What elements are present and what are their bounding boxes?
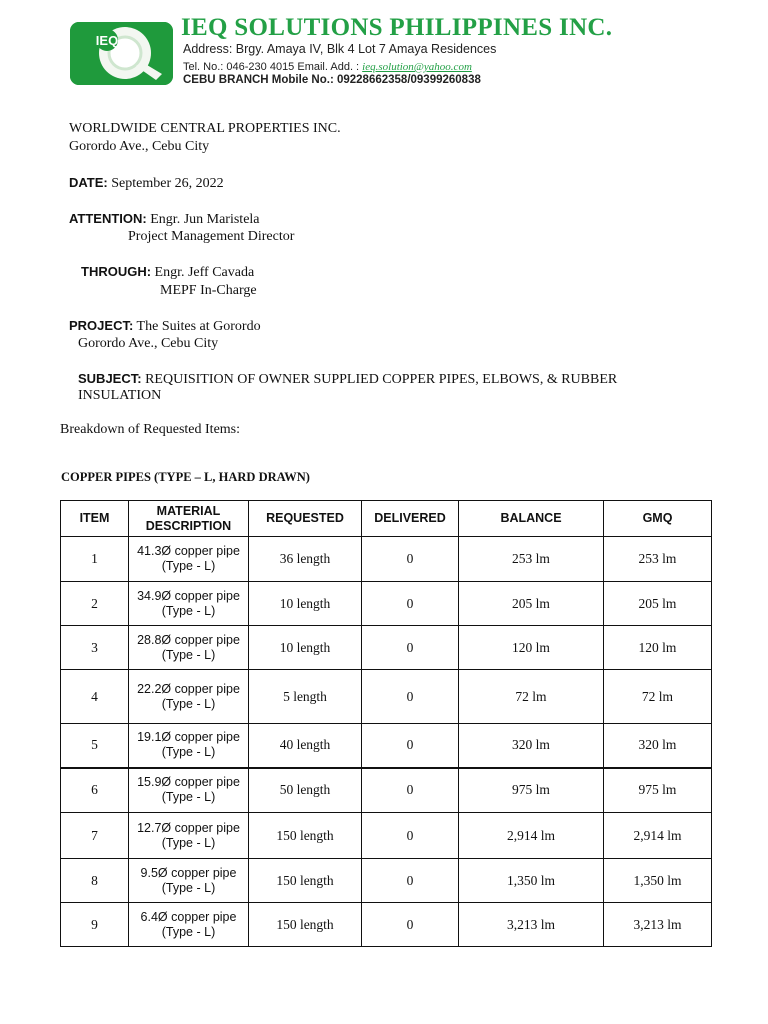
- project-line: [69, 318, 261, 335]
- header-description: MATERIAL DESCRIPTION: [129, 501, 249, 537]
- through-name: Engr. Jeff Cavada: [154, 265, 255, 280]
- cell-item: 5: [61, 724, 129, 768]
- requisition-table: [60, 500, 712, 947]
- cell-description: 15.9Ø copper pipe (Type - L): [129, 768, 249, 813]
- section-title: COPPER PIPES (TYPE – L, HARD DRAWN): [61, 470, 310, 484]
- through-line: [81, 264, 254, 281]
- attention-label: ATTENTION:: [69, 211, 147, 226]
- cell-gmq: 3,213 lm: [604, 903, 712, 947]
- recipient-address: Gorordo Ave., Cebu City: [69, 139, 210, 154]
- cell-delivered: 0: [362, 670, 459, 724]
- table-row: [61, 626, 712, 670]
- cell-requested: 40 length: [249, 724, 362, 768]
- table-row: [61, 724, 712, 768]
- company-logo: [70, 22, 173, 85]
- header-gmq: GMQ: [604, 501, 712, 537]
- cell-gmq: 975 lm: [604, 768, 712, 813]
- cell-delivered: 0: [362, 768, 459, 813]
- cell-item: 1: [61, 537, 129, 582]
- date-label: DATE:: [69, 175, 108, 190]
- cell-description: 9.5Ø copper pipe (Type - L): [129, 859, 249, 903]
- cell-description: 19.1Ø copper pipe (Type - L): [129, 724, 249, 768]
- cell-balance: 320 lm: [459, 724, 604, 768]
- cell-description: 12.7Ø copper pipe (Type - L): [129, 813, 249, 859]
- subject-text-2: INSULATION: [78, 388, 162, 403]
- cell-balance: 2,914 lm: [459, 813, 604, 859]
- cell-balance: 975 lm: [459, 768, 604, 813]
- subject-text-1: REQUISITION OF OWNER SUPPLIED COPPER PIPES, ELBOWS, & RUBBER: [145, 372, 618, 387]
- cell-requested: 50 length: [249, 768, 362, 813]
- through-title: MEPF In-Charge: [160, 283, 257, 298]
- subject-line: [78, 371, 617, 388]
- attention-name: Engr. Jun Maristela: [150, 212, 260, 227]
- cell-balance: 253 lm: [459, 537, 604, 582]
- cell-item: 8: [61, 859, 129, 903]
- logo-graphic: [70, 22, 173, 85]
- header-item: ITEM: [61, 501, 129, 537]
- cell-requested: 5 length: [249, 670, 362, 724]
- cell-item: 2: [61, 582, 129, 626]
- project-name: The Suites at Gorordo: [136, 319, 261, 334]
- cell-gmq: 205 lm: [604, 582, 712, 626]
- cell-requested: 150 length: [249, 813, 362, 859]
- project-label: PROJECT:: [69, 318, 134, 333]
- table-row: [61, 859, 712, 903]
- through-label: THROUGH:: [81, 264, 152, 279]
- company-email[interactable]: ieq.solution@yahoo.com: [362, 61, 472, 73]
- company-branch: CEBU BRANCH Mobile No.: 09228662358/09399260838: [183, 74, 481, 86]
- cell-balance: 3,213 lm: [459, 903, 604, 947]
- cell-gmq: 320 lm: [604, 724, 712, 768]
- cell-balance: 205 lm: [459, 582, 604, 626]
- cell-delivered: 0: [362, 724, 459, 768]
- table-row: [61, 670, 712, 724]
- cell-balance: 120 lm: [459, 626, 604, 670]
- cell-delivered: 0: [362, 626, 459, 670]
- cell-requested: 10 length: [249, 582, 362, 626]
- table-row: [61, 582, 712, 626]
- logo-text: IEQ: [95, 33, 119, 48]
- cell-gmq: 253 lm: [604, 537, 712, 582]
- company-name: IEQ SOLUTIONS PHILIPPINES INC.: [181, 14, 613, 41]
- cell-balance: 72 lm: [459, 670, 604, 724]
- table-row: [61, 813, 712, 859]
- cell-gmq: 120 lm: [604, 626, 712, 670]
- cell-item: 6: [61, 768, 129, 813]
- subject-label: SUBJECT:: [78, 371, 142, 386]
- cell-requested: 150 length: [249, 903, 362, 947]
- attention-line: [69, 211, 260, 228]
- header-balance: BALANCE: [459, 501, 604, 537]
- header-delivered: DELIVERED: [362, 501, 459, 537]
- cell-description: 41.3Ø copper pipe (Type - L): [129, 537, 249, 582]
- cell-delivered: 0: [362, 859, 459, 903]
- table-row: [61, 768, 712, 813]
- cell-description: 34.9Ø copper pipe (Type - L): [129, 582, 249, 626]
- recipient-company: WORLDWIDE CENTRAL PROPERTIES INC.: [69, 121, 341, 136]
- company-contact: [183, 61, 472, 73]
- cell-delivered: 0: [362, 813, 459, 859]
- cell-delivered: 0: [362, 582, 459, 626]
- company-tel: Tel. No.: 046-230 4015 Email. Add. :: [183, 61, 360, 73]
- cell-delivered: 0: [362, 903, 459, 947]
- company-address: Address: Brgy. Amaya IV, Blk 4 Lot 7 Amaya Residences: [183, 42, 497, 56]
- table-header-row: [61, 501, 712, 537]
- cell-item: 4: [61, 670, 129, 724]
- table-row: [61, 903, 712, 947]
- table-row: [61, 537, 712, 582]
- cell-delivered: 0: [362, 537, 459, 582]
- cell-gmq: 2,914 lm: [604, 813, 712, 859]
- project-address: Gorordo Ave., Cebu City: [78, 336, 219, 351]
- attention-title: Project Management Director: [128, 229, 295, 244]
- cell-requested: 150 length: [249, 859, 362, 903]
- cell-gmq: 1,350 lm: [604, 859, 712, 903]
- cell-requested: 10 length: [249, 626, 362, 670]
- cell-description: 6.4Ø copper pipe (Type - L): [129, 903, 249, 947]
- cell-item: 7: [61, 813, 129, 859]
- date-line: [69, 175, 224, 192]
- cell-description: 22.2Ø copper pipe (Type - L): [129, 670, 249, 724]
- cell-balance: 1,350 lm: [459, 859, 604, 903]
- breakdown-label: Breakdown of Requested Items:: [60, 422, 241, 437]
- cell-item: 3: [61, 626, 129, 670]
- cell-item: 9: [61, 903, 129, 947]
- cell-requested: 36 length: [249, 537, 362, 582]
- cell-description: 28.8Ø copper pipe (Type - L): [129, 626, 249, 670]
- date-value: September 26, 2022: [111, 176, 224, 191]
- cell-gmq: 72 lm: [604, 670, 712, 724]
- header-requested: REQUESTED: [249, 501, 362, 537]
